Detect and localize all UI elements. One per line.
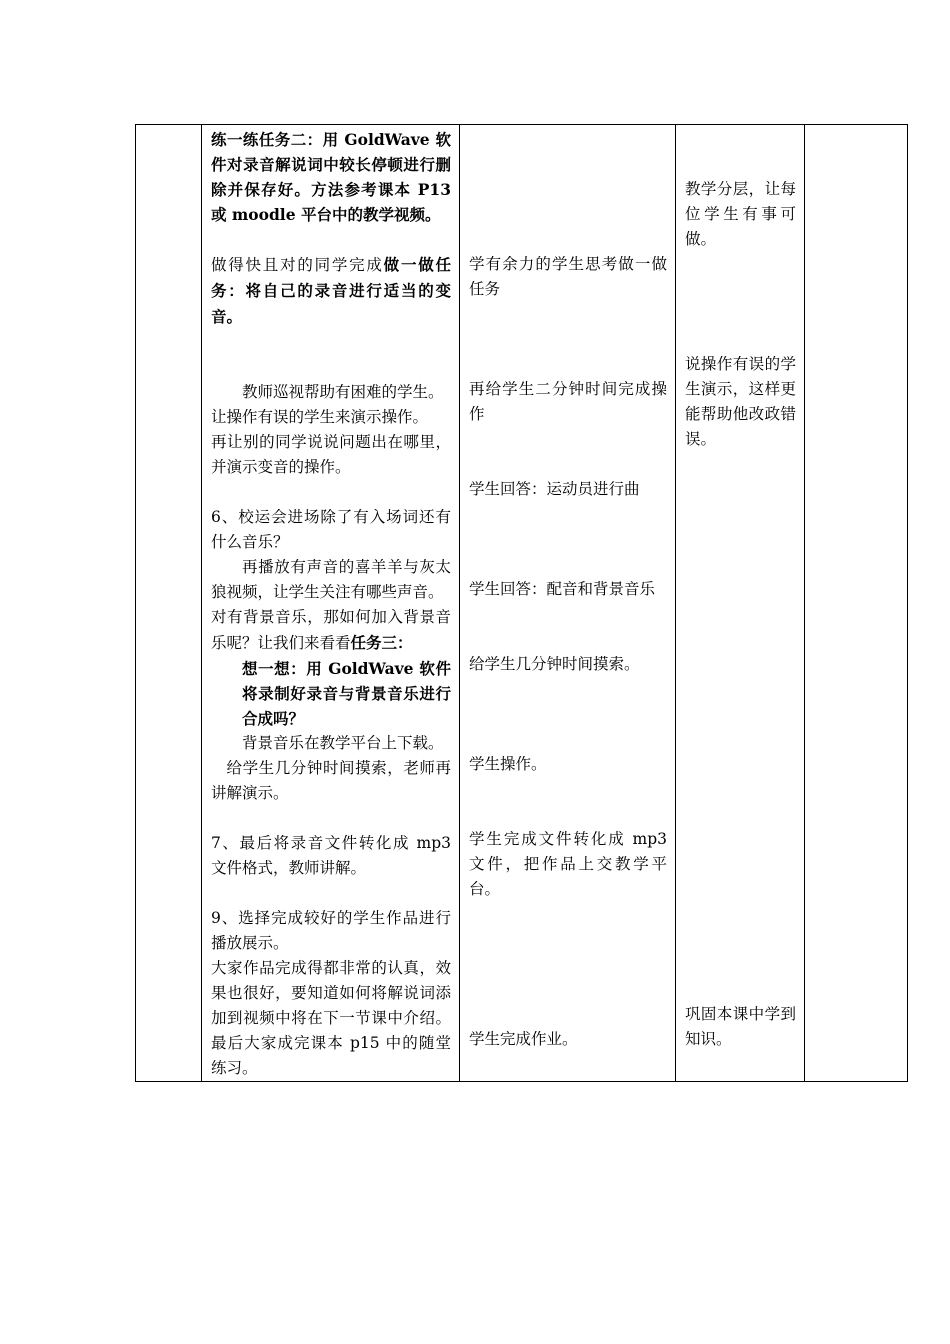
lesson-plan-table [135,124,908,1082]
student-extra-time: 再给学生二分钟时间完成操作 [469,380,667,423]
student-explore: 给学生几分钟时间摸索。 [469,655,640,673]
summary-text: 大家作品完成得都非常的认真，效果也很好，要知道如何将解说词添加到视频中将在下一节课中介绍。最后大家成完课本 p15 中的随堂练习。 [211,959,451,1077]
question-7: 7、最后将录音文件转化成 mp3 文件格式，教师讲解。 [211,834,451,877]
intent-layer: 教学分层，让每位学生有事可做。 [685,180,796,248]
replay-text: 再播放有声音的喜羊羊与灰太狼视频，让学生关注有哪些声音。 [211,558,451,601]
col-design-intent [676,125,805,1082]
patrol-text-3: 再让别的同学说说问题出在哪里，并演示变音的操作。 [211,433,451,476]
student-convert: 学生完成文件转化成 mp3 文件，把作品上交教学平台。 [469,830,667,898]
intent-consolidate: 巩固本课中学到知识。 [685,1005,796,1048]
student-answer-2: 学生回答：配音和背景音乐 [469,580,656,598]
col-notes [805,125,908,1082]
student-homework: 学生完成作业。 [469,1030,578,1048]
patrol-text-1: 教师巡视帮助有困难的学生。 [242,383,444,401]
student-answer-1: 学生回答：运动员进行曲 [469,480,640,498]
col-stage [136,125,202,1082]
question-9: 9、选择完成较好的学生作品进行播放展示。 [211,909,451,952]
col-student-activity [460,125,676,1082]
student-operate: 学生操作。 [469,755,547,773]
explore-text: 给学生几分钟时间摸索，老师再讲解演示。 [211,759,451,802]
patrol-text-2: 让操作有误的学生来演示操作。 [211,408,429,426]
download-text: 背景音乐在教学平台上下载。 [242,734,444,752]
question-6: 6、校运会进场除了有入场词还有什么音乐？ [211,508,451,551]
student-think: 学有余力的学生思考做一做任务 [469,255,667,298]
intent-demo: 说操作有误的学生演示，这样更能帮助他改政错误。 [685,355,796,448]
task3-text: 想一想：用 GoldWave 软件将录制好录音与背景音乐进行合成吗？ [242,659,451,728]
task2-text: 练一练任务二：用 GoldWave 软件对录音解说词中较长停顿进行删除并保存好。方法参考课本 P13 或 moodle 平台中的教学视频。 [211,130,451,224]
do-task-text: 做得快且对的同学完成做一做任务：将自己的录音进行适当的变音。 [211,255,451,326]
bg-music-text: 对有背景音乐，那如何加入背景音乐呢？让我们来看看任务三： [211,608,451,652]
col-teacher-activity [202,125,460,1082]
